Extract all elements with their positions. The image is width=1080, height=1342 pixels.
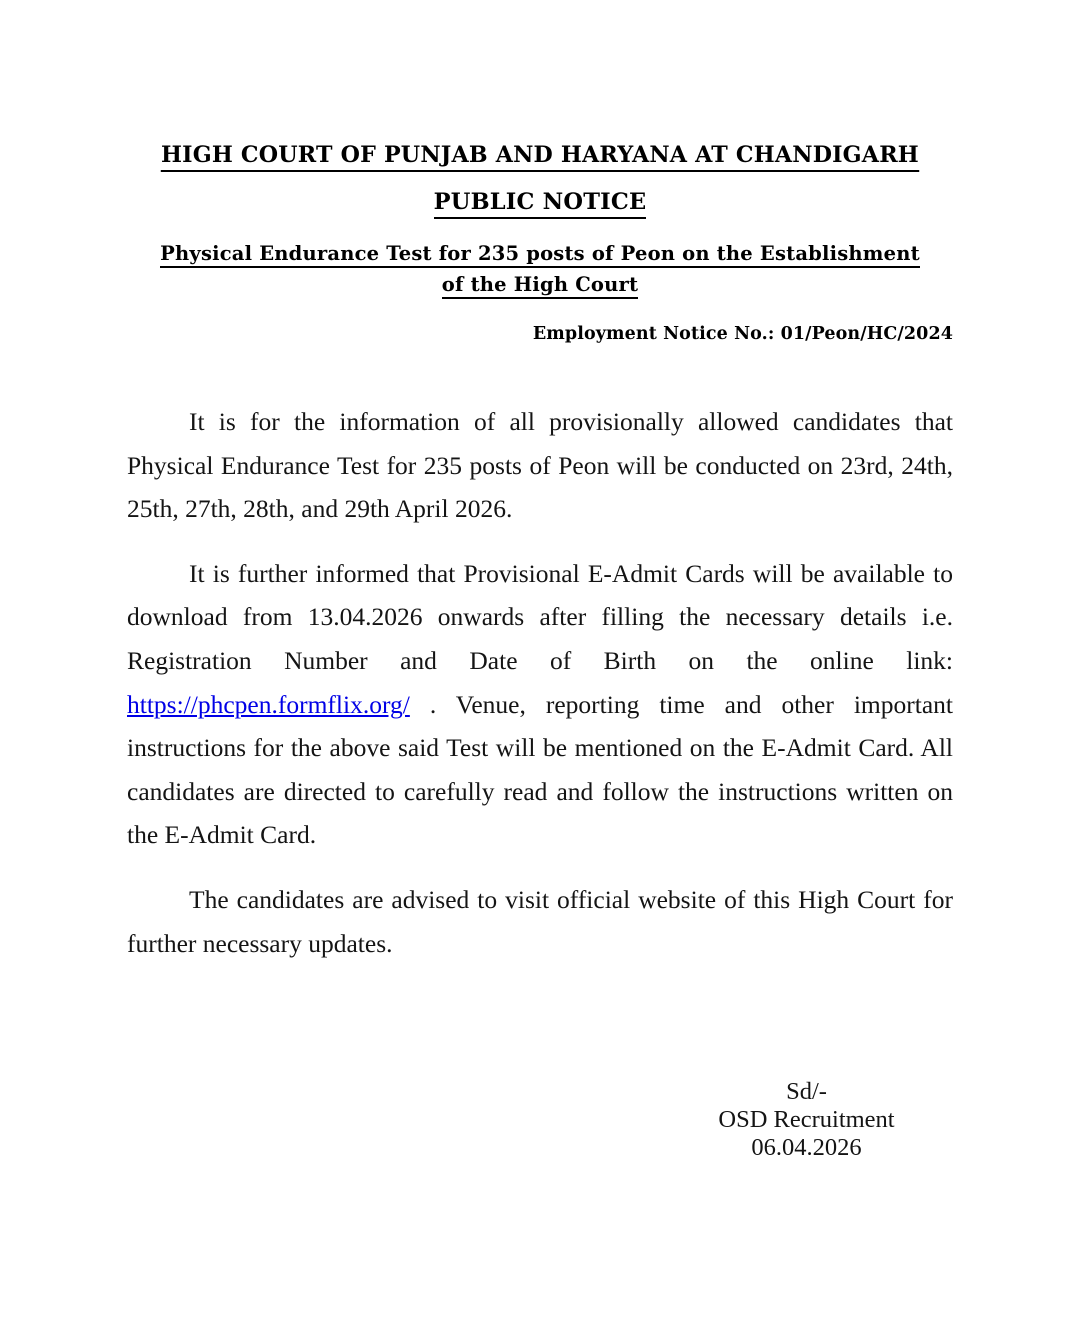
document-heading <box>127 238 953 300</box>
signature-block <box>660 1078 953 1162</box>
document-heading-line-1: Physical Endurance Test for 235 posts of Peon on the Establishment <box>160 242 920 268</box>
signature-date: 06.04.2026 <box>751 1134 862 1161</box>
signature-signed: Sd/- <box>786 1078 827 1105</box>
body-paragraph-2 <box>127 552 953 857</box>
paragraph-2-text-after-link: . Venue, reporting time and other important instructions for the above said Test will be mentioned on the E-Admit Card. All candidates are directed to carefully read and follow the instructions written on the E-Admit Card. <box>127 689 953 850</box>
signature-designation: OSD Recruitment <box>718 1106 895 1133</box>
employment-notice-number: Employment Notice No.: 01/Peon/HC/2024 <box>532 324 953 344</box>
document-subtitle <box>127 187 953 217</box>
document-subtitle-text: PUBLIC NOTICE <box>434 189 647 219</box>
paragraph-2-text-before-link: It is further informed that Provisional E-Admit Cards will be available to download from 13.04.2026 onwards after filling the necessary details i.e. Registration Number and Date of Birth on the online link: <box>127 558 953 675</box>
page-title <box>133 140 947 170</box>
body-paragraph-3: The candidates are advised to visit official website of this High Court for further necessary updates. <box>127 884 953 958</box>
document-body <box>127 400 953 965</box>
document-header <box>127 140 953 346</box>
page-title-text: HIGH COURT OF PUNJAB AND HARYANA AT CHANDIGARH <box>161 142 919 172</box>
document-heading-line-2: of the High Court <box>442 273 638 299</box>
e-admit-card-link[interactable]: https://phcpen.formflix.org/ <box>127 689 410 719</box>
body-paragraph-1: It is for the information of all provisionally allowed candidates that Physical Endurance Test for 235 posts of Peon will be conducted on 23rd, 24th, 25th, 27th, 28th, and 29th April 2026. <box>127 407 953 524</box>
